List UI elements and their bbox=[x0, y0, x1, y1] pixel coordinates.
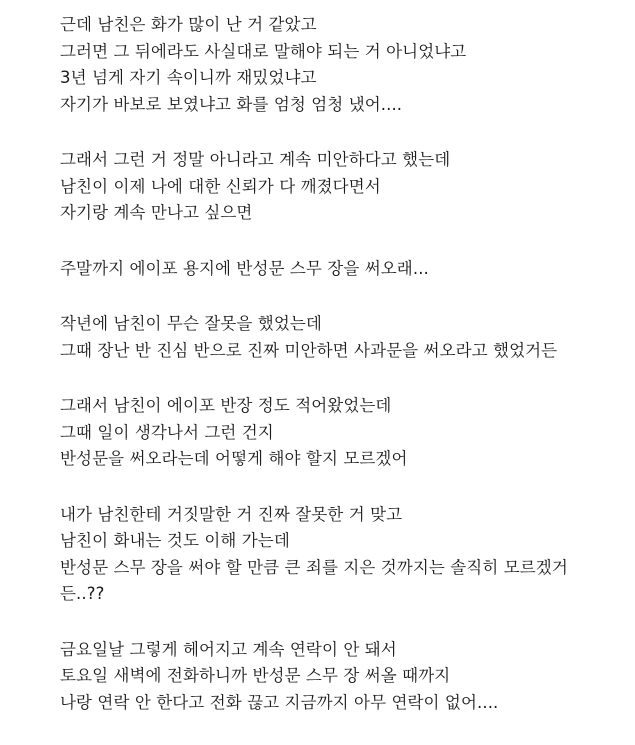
text-line: 근데 남친은 화가 많이 난 거 같았고 bbox=[60, 15, 317, 34]
paragraph-1 bbox=[60, 12, 620, 118]
text-line: 작년에 남친이 무슨 잘못을 했었는데 bbox=[60, 314, 322, 333]
text-line: 그때 일이 생각나서 그런 건지 bbox=[60, 422, 274, 442]
text-line: 내가 남친한테 거짓말한 거 진짜 잘못한 거 맞고 bbox=[60, 504, 403, 524]
text-line: 남친이 화내는 것도 이해 가는데 bbox=[60, 531, 290, 550]
post-body bbox=[60, 12, 620, 745]
paragraph-6 bbox=[60, 502, 620, 608]
paragraph-7 bbox=[60, 637, 620, 717]
paragraph-4 bbox=[60, 311, 620, 364]
text-line: 든..?? bbox=[60, 584, 105, 603]
text-line: 남친이 이제 나에 대한 신뢰가 다 깨졌다면서 bbox=[60, 176, 381, 196]
text-line: 주말까지 에이포 용지에 반성문 스무 장을 써오래... bbox=[60, 258, 429, 278]
paragraph-2 bbox=[60, 147, 620, 227]
text-line: 금요일날 그렇게 헤어지고 계속 연락이 안 돼서 bbox=[60, 639, 397, 659]
text-line: 그래서 그런 거 정말 아니라고 계속 미안하다고 했는데 bbox=[60, 150, 451, 169]
text-line: 자기랑 계속 만나고 싶으면 bbox=[60, 203, 253, 222]
paragraph-3 bbox=[60, 256, 620, 283]
text-line: 그래서 남친이 에이포 반장 정도 적어왔었는데 bbox=[60, 396, 392, 415]
text-line: 반성문을 써오라는데 어떻게 해야 할지 모르겠어 bbox=[60, 449, 408, 468]
text-line: 자기가 바보로 보였냐고 화를 엄청 엄청 냈어.... bbox=[60, 94, 403, 114]
text-line: 반성문 스무 장을 써야 할 만큼 큰 죄를 지은 것까지는 솔직히 모르겠거 bbox=[60, 557, 568, 577]
text-line: 토요일 새벽에 전화하니까 반성문 스무 장 써올 때까지 bbox=[60, 666, 451, 685]
text-line: 3년 넘게 자기 속이니까 재밌었냐고 bbox=[60, 68, 317, 87]
text-line: 그때 장난 반 진심 반으로 진짜 미안하면 사과문을 써오라고 했었거든 bbox=[60, 340, 558, 360]
paragraph-5 bbox=[60, 393, 620, 473]
text-line: 나랑 연락 안 한다고 전화 끊고 지금까지 아무 연락이 없어.... bbox=[60, 692, 499, 712]
text-line: 그러면 그 뒤에라도 사실대로 말해야 되는 거 아니었냐고 bbox=[60, 41, 467, 61]
